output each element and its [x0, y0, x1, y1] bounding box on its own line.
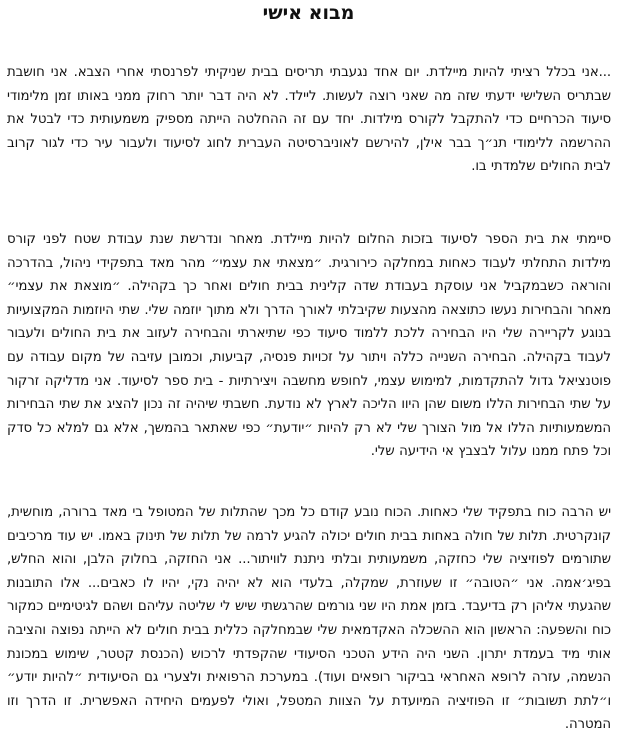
paragraph-2: סיימתי את בית הספר לסיעוד בזכות החלום להיות מיילדת. מאחר ונדרשת שנת עבודת שטח לפני קורס מילדות התחלתי לעבוד כאחות במחלקה כירורגית. ״מצאתי את עצמי״ מהר מאד בתפקידי ניהול, בהדרכה והוראה כשבמקביל אני עוסקת בעבודת שדה קלינית בבית חולים ואחר כך בקהילה. ״מוצאת את עצמי״ מאחר והבחירות נעשו כתוצאה מהצעות שקיבלתי לאורך הדרך ולא מתוך יוזמה שלי. שתי היוזמות המקצועיות בנוגע לקריירה שלי היו הבחירה ללכת ללמוד סיעוד כפי שתיארתי והבחירה לעזוב את בית החולים ולעבור לעבוד בקהילה. הבחירה השנייה כללה ויתור על זכויות פנסיה, קביעות, וכמובן עזיבה של מקום עבודה עם פוטנציאל גדול להתקדמות, למימוש עצמי, לחופש מחשבה ויצירתיות - בית ספר לסיעוד. אני מדליקה זרקור על שתי הבחירות הללו משום שהן היוו הליכה לארץ לא נודעת. חשבתי שיהיה זה נכון להציג את שתי הבחירות המשמעותיות הללו אל מול הצורך שלי לא רק להיות ״יודעת״ כפי שאתאר בהמשך, אלא גם למלא כל סדק וכל פתח ממנו עלול לבצבץ אי הידיעה שלי. — [7, 232, 611, 460]
paragraph-3: יש הרבה כוח בתפקיד שלי כאחות. הכוח נובע קודם כל מכך שהתלות של המטופל בי מאד ברורה, מוחשית, קונקרטית. תלות של חולה באחות בבית חולים יכולה להגיע לרמה של תלות של תינוק באמו. יש עוד מרכיבים שתורמים לפוזיציה שלי כחזקה, משמעותית ובלתי ניתנת לוויתור... אני החזקה, בחלוק הלבן, והוא החלש, בפיג׳אמה. אני ״הטובה״ זו שעוזרת, שמקלה, בלעדי הוא לא יהיה נקי, יהיו לו כאבים... אלו התובנות שהגעתי אליהן רק בדיעבד. בזמן אמת היו שני גורמים שהרגשתי שיש לי שליטה עליהם ושהם לגיטימיים כמקור כוח והשפעה: הראשון הוא ההשכלה האקדמאית שלי שבמחלקה כללית בבית חולים לא הייתה נפוצה והציבה אותי מיד בעמדת יתרון. השני היה הידע הטכני הסיעודי שהקפדתי לרכוש (הכנסת קטטר, שימוש במכונת הנשמה, עזרה לרופא האחראי בביקור רופאים ועוד). במערכת הרפואית ולצערי גם הסיעודית ״להיות יודע״ ו״לתת תשובות״ זו הפוזיציה המיועדת על הצוות המטפל, ואולי לפעמים היחידה האפשרית. זו הדרך וזו המטרה. — [7, 505, 611, 733]
paragraph-1: ...אני בכלל רציתי להיות מיילדת. יום אחד נגעבתי תריסים בבית שניקיתי לפרנסתי אחרי הצבא. אני חושבת שבתריס השלישי ידעתי שזה מה שאני רוצה לעשות. ליילד. לא היה דבר יותר רחוק ממני באותו זמן מלימודי סיעוד הכרחיים כדי להתקבל לקורס מילדות. יחד עם זה ההחלטה הייתה מספיק משמעותית כדי לבטל את ההרשמה ללימודי תנ״ך בבר אילן, להירשם לאוניברסיטה העברית לחוג לסיעוד ולעבור עיר כדי לגור קרוב לבית החולים שלמדתי בו. — [7, 65, 611, 175]
page-title: מבוא אישי — [262, 2, 355, 24]
